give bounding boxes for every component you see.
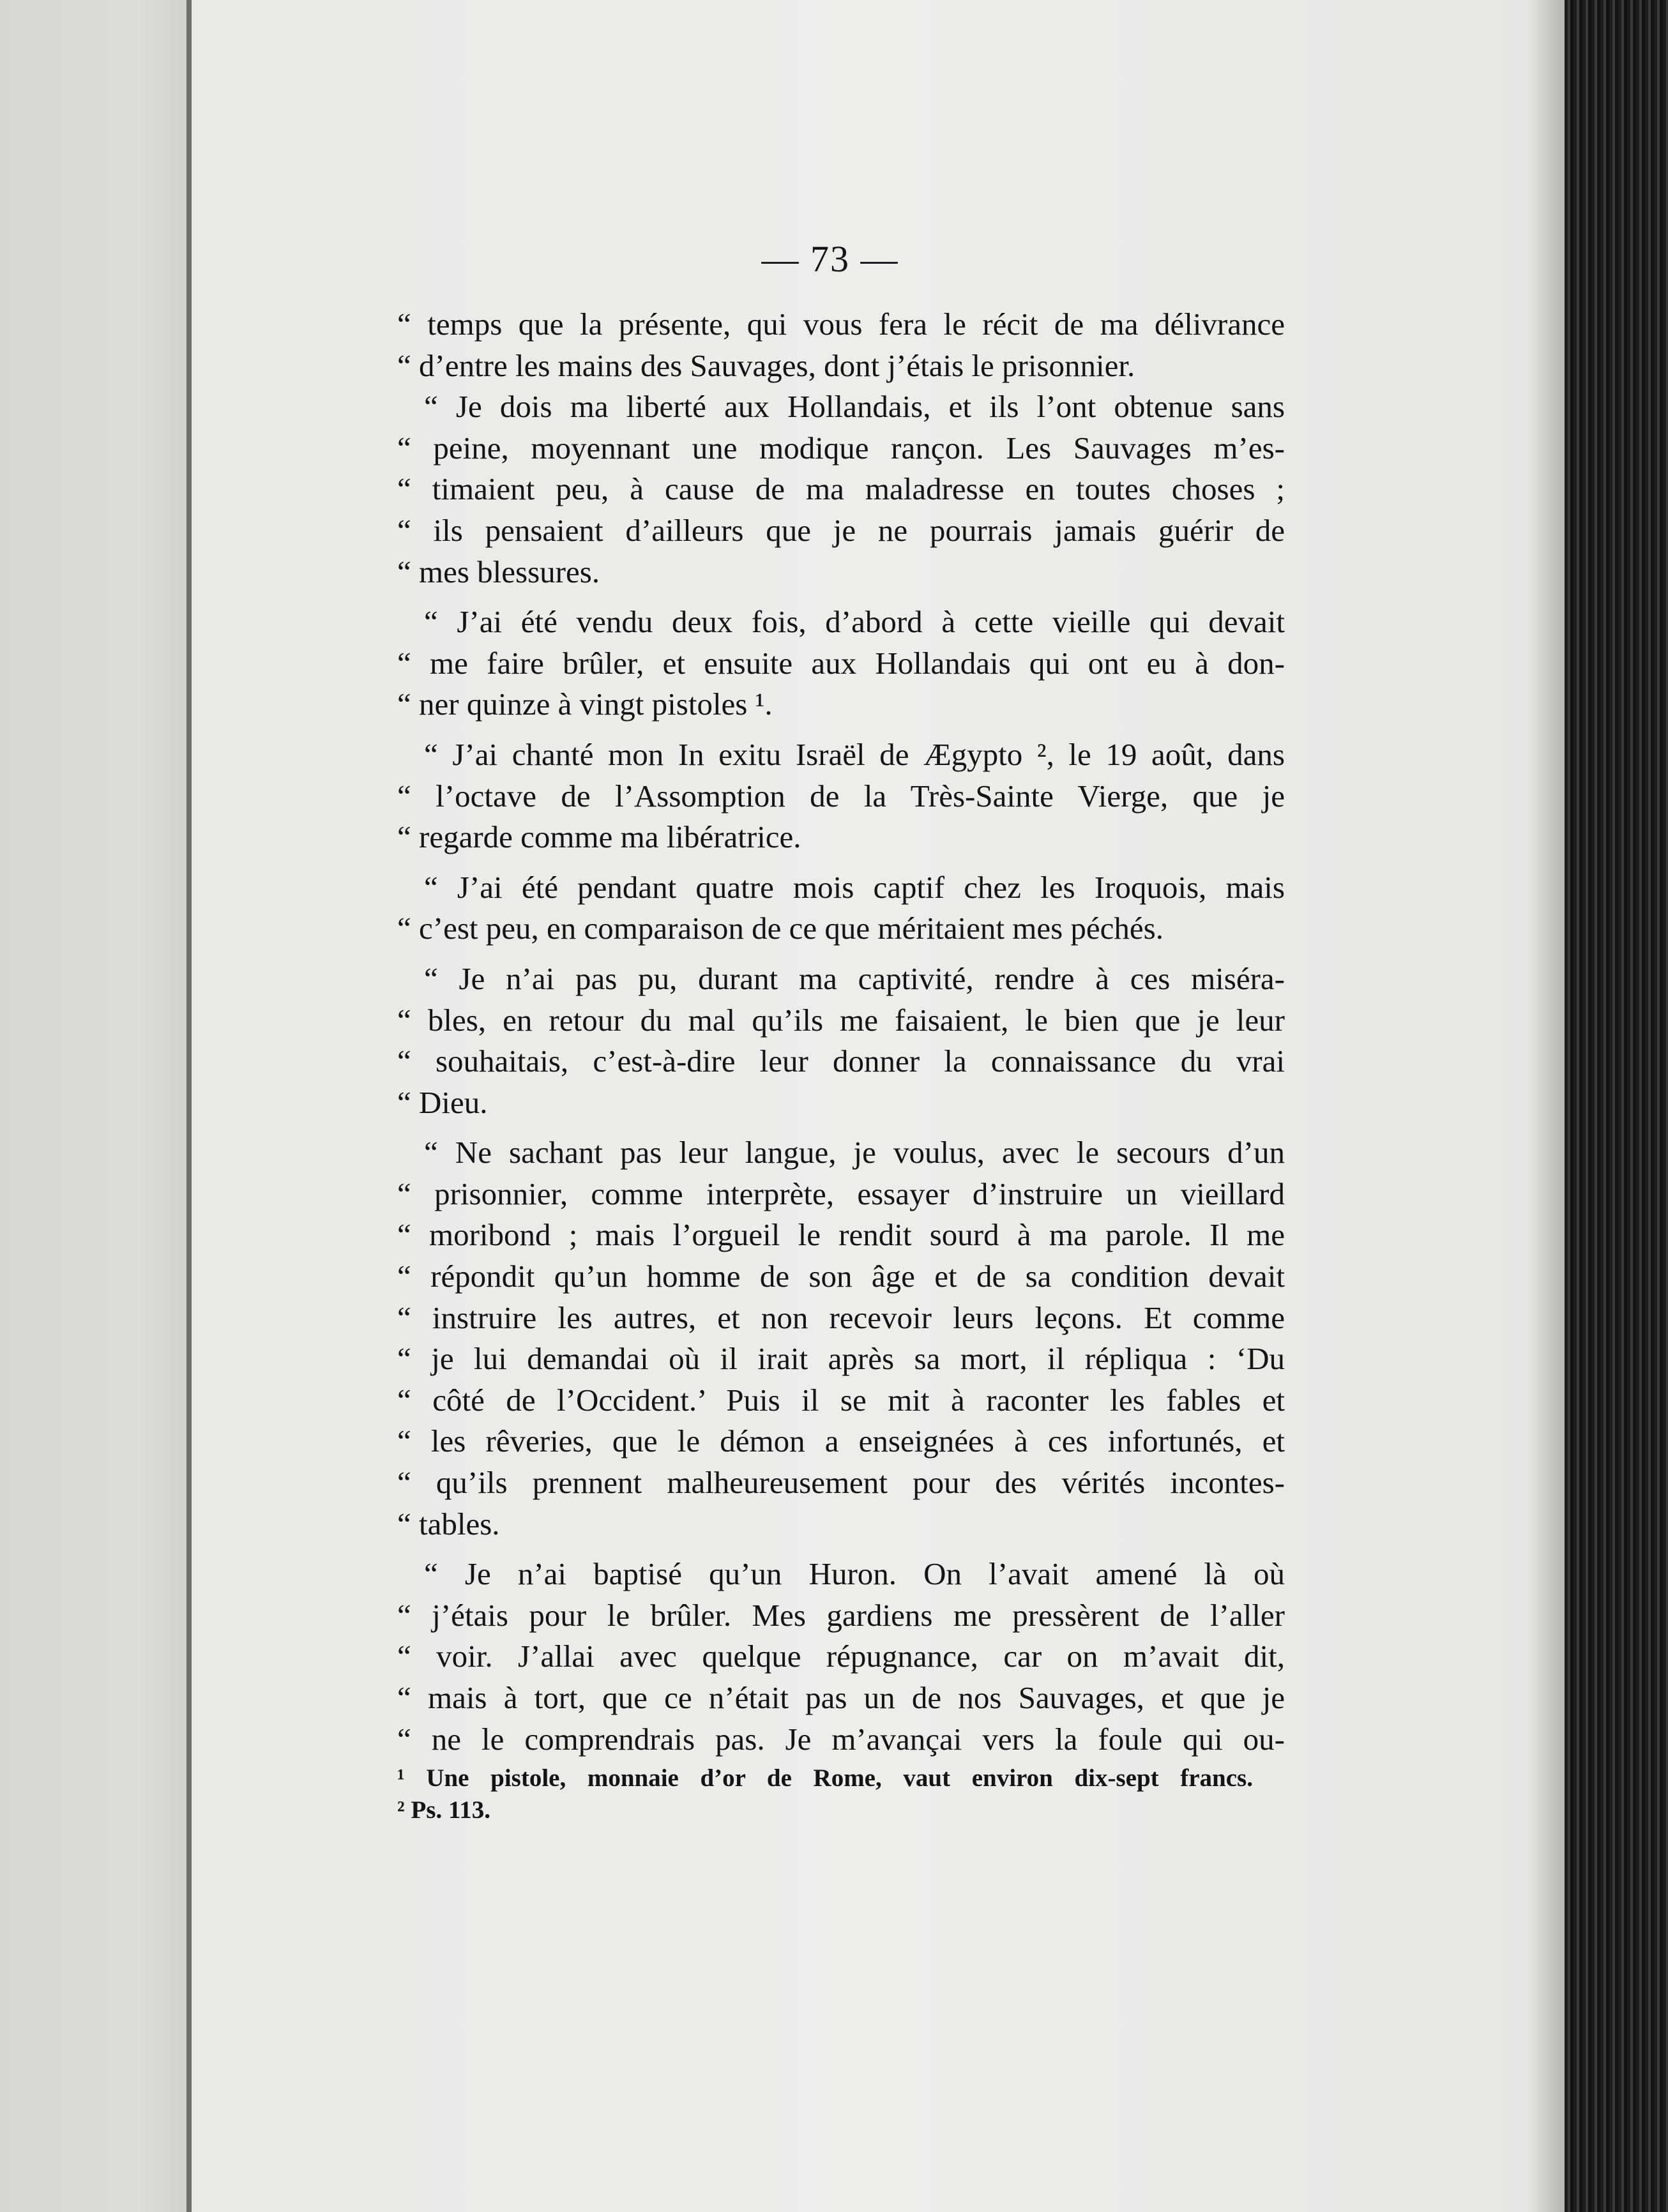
previous-page-edge xyxy=(0,0,198,2212)
text-line: “ voir. J’allai avec quelque répugnance, car on m’avait dit, xyxy=(397,1639,1285,1674)
text-line: “ Dieu. xyxy=(397,1084,488,1120)
text-line: “ instruire les autres, et non recevoir leurs leçons. Et comme xyxy=(397,1299,1285,1335)
text-line: “ J’ai été pendant quatre mois captif chez les Iroquois, mais xyxy=(424,869,1285,905)
text-line: “ me faire brûler, et ensuite aux Hollandais qui ont eu à don- xyxy=(397,645,1285,681)
text-line: “ regarde comme ma libératrice. xyxy=(397,819,801,855)
text-line: “ l’octave de l’Assomption de la Très-Sainte Vierge, que je xyxy=(397,778,1285,814)
text-line: “ Je n’ai baptisé qu’un Huron. On l’avait amené là où xyxy=(424,1556,1285,1592)
text-line: “ Je n’ai pas pu, durant ma captivité, rendre à ces miséra- xyxy=(424,960,1285,996)
text-line: “ mes blessures. xyxy=(397,554,600,589)
text-line: “ j’étais pour le brûler. Mes gardiens me pressèrent de l’aller xyxy=(397,1597,1285,1633)
text-line: “ d’entre les mains des Sauvages, dont j’étais le prisonnier. xyxy=(397,347,1135,383)
text-line: “ Je dois ma liberté aux Hollandais, et ils l’ont obtenue sans xyxy=(424,389,1285,425)
text-line: “ bles, en retour du mal qu’ils me faisaient, le bien que je leur xyxy=(397,1002,1285,1038)
text-line: “ J’ai été vendu deux fois, d’abord à cette vieille qui devait xyxy=(424,604,1285,640)
text-line: “ ils pensaient d’ailleurs que je ne pourrais jamais guérir de xyxy=(397,512,1285,548)
page-number: — 73 — xyxy=(761,238,899,280)
text-line: “ répondit qu’un homme de son âge et de sa condition devait xyxy=(397,1259,1285,1294)
text-line: “ ne le comprendrais pas. Je m’avançai vers la foule qui ou- xyxy=(397,1721,1285,1757)
text-line: “ timaient peu, à cause de ma maladresse en toutes choses ; xyxy=(397,471,1285,507)
text-line: “ prisonnier, comme interprète, essayer d’instruire un vieillard xyxy=(397,1176,1285,1211)
footnote: ² Ps. 113. xyxy=(397,1796,491,1824)
text-line: “ côté de l’Occident.’ Puis il se mit à raconter les fables et xyxy=(397,1382,1285,1418)
text-line: “ ner quinze à vingt pistoles ¹. xyxy=(397,686,773,722)
text-line: “ c’est peu, en comparaison de ce que méritaient mes péchés. xyxy=(397,911,1164,946)
text-line: “ J’ai chanté mon In exitu Israël de Ægypto ², le 19 août, dans xyxy=(424,736,1285,772)
text-line: “ tables. xyxy=(397,1506,500,1542)
body-text xyxy=(397,304,1285,1760)
footnotes xyxy=(397,1762,1253,1826)
text-line: “ moribond ; mais l’orgueil le rendit sourd à ma parole. Il me xyxy=(397,1217,1285,1253)
page-stack-edge xyxy=(1565,0,1668,2212)
text-line: “ je lui demandai où il irait après sa mort, il répliqua : ‘Du xyxy=(397,1341,1285,1377)
book-gutter xyxy=(186,0,192,2212)
text-line: “ mais à tort, que ce n’était pas un de nos Sauvages, et que je xyxy=(397,1680,1285,1715)
text-line: “ Ne sachant pas leur langue, je voulus, avec le secours d’un xyxy=(424,1135,1285,1170)
text-line: “ temps que la présente, qui vous fera le récit de ma délivrance xyxy=(397,307,1285,342)
text-line: “ qu’ils prennent malheureusement pour des vérités incontes- xyxy=(397,1465,1285,1501)
text-line: “ les rêveries, que le démon a enseignées à ces infortunés, et xyxy=(397,1423,1285,1459)
text-line: “ peine, moyennant une modique rançon. Les Sauvages m’es- xyxy=(397,430,1285,466)
text-line: “ souhaitais, c’est-à-dire leur donner la connaissance du vrai xyxy=(397,1043,1285,1079)
footnote: ¹ Une pistole, monnaie d’or de Rome, vaut environ dix-sept francs. xyxy=(397,1764,1253,1792)
